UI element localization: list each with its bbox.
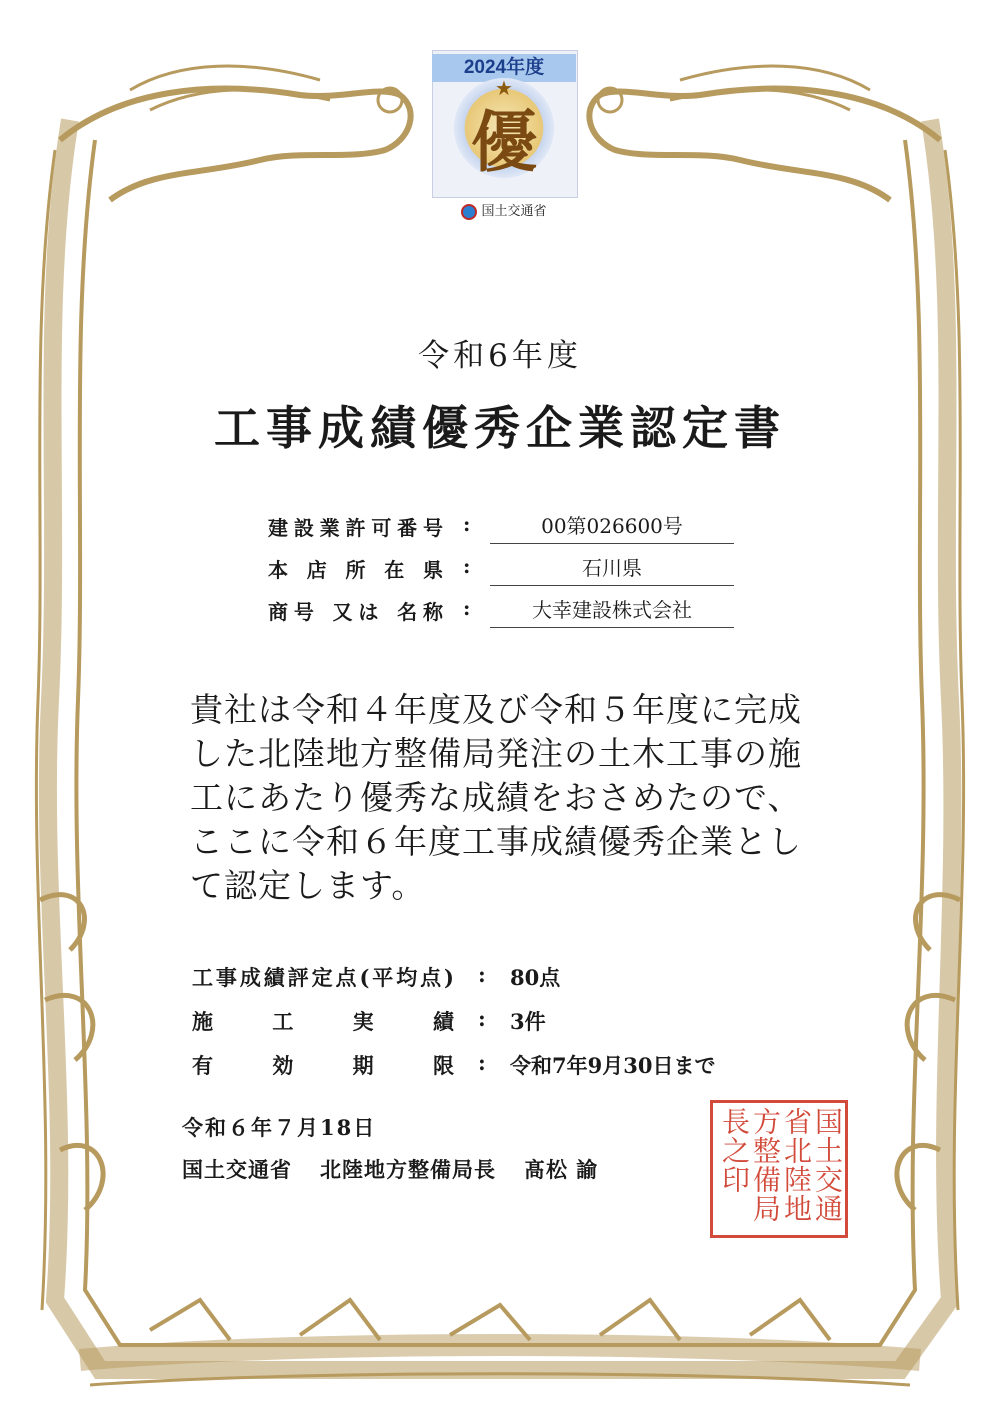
- stat-colon: :: [478, 1050, 486, 1075]
- company-info: [268, 508, 738, 634]
- info-label: 商号 又は 名称: [268, 600, 443, 624]
- seal-text: 国土交通省北陸地方整備局長之印: [718, 1107, 844, 1223]
- stat-colon: :: [478, 962, 486, 987]
- stat-colon: :: [478, 1006, 486, 1031]
- info-value: 00第026600号: [490, 510, 734, 544]
- info-value: 石川県: [490, 552, 734, 586]
- info-value: 大幸建設株式会社: [490, 594, 734, 628]
- excellence-badge: [432, 50, 576, 228]
- info-colon: :: [463, 512, 471, 536]
- info-label: 建設業許可番号: [268, 516, 443, 540]
- star-icon: ★: [495, 76, 513, 100]
- body-line: て認定します。: [190, 866, 426, 905]
- info-colon: :: [463, 596, 471, 620]
- issue-date: 令和６年７月18日: [182, 1115, 377, 1140]
- stat-row-validity: [192, 1050, 812, 1094]
- issuer-name: 髙松 諭: [524, 1157, 599, 1182]
- performance-stats: [192, 962, 812, 1094]
- badge-ministry-name: 国土交通省: [481, 204, 547, 219]
- stat-value: 令和7年9月30日まで: [510, 1053, 716, 1078]
- certificate-subtitle: 令和6年度: [418, 338, 582, 374]
- info-label: 本店所在県: [268, 558, 443, 582]
- info-row-company-name: [268, 592, 738, 634]
- stat-label: 有効期限: [192, 1053, 454, 1078]
- stat-label: 工事成績評定点(平均点): [192, 965, 454, 990]
- stat-label: 施工実績: [192, 1009, 454, 1034]
- info-row-prefecture: [268, 550, 738, 592]
- badge-year: 2024年度: [432, 54, 576, 82]
- info-colon: :: [463, 554, 471, 578]
- body-line: 貴社は令和４年度及び令和５年度に完成: [190, 690, 802, 729]
- certificate-title: 工事成績優秀企業認定書: [214, 401, 786, 455]
- issuer-org: 国土交通省: [182, 1157, 292, 1182]
- body-line: した北陸地方整備局発注の土木工事の施: [190, 734, 802, 773]
- badge-ministry-logo: [432, 200, 576, 220]
- badge-kanji: 優: [471, 103, 537, 181]
- issuer-title: 北陸地方整備局長: [320, 1157, 496, 1182]
- info-row-license: [268, 508, 738, 550]
- official-seal-stamp: [710, 1100, 848, 1238]
- body-line: ここに令和６年度工事成績優秀企業とし: [190, 822, 802, 861]
- stat-value: 80点: [510, 965, 561, 990]
- ministry-logo-icon: [461, 204, 477, 220]
- issuer: [182, 1154, 626, 1184]
- stat-row-record: [192, 1006, 812, 1050]
- body-line: 工にあたり優秀な成績をおさめたので、: [190, 778, 802, 817]
- stat-row-score: [192, 962, 812, 1006]
- stat-value: 3件: [510, 1009, 546, 1034]
- certificate-body: [190, 688, 830, 908]
